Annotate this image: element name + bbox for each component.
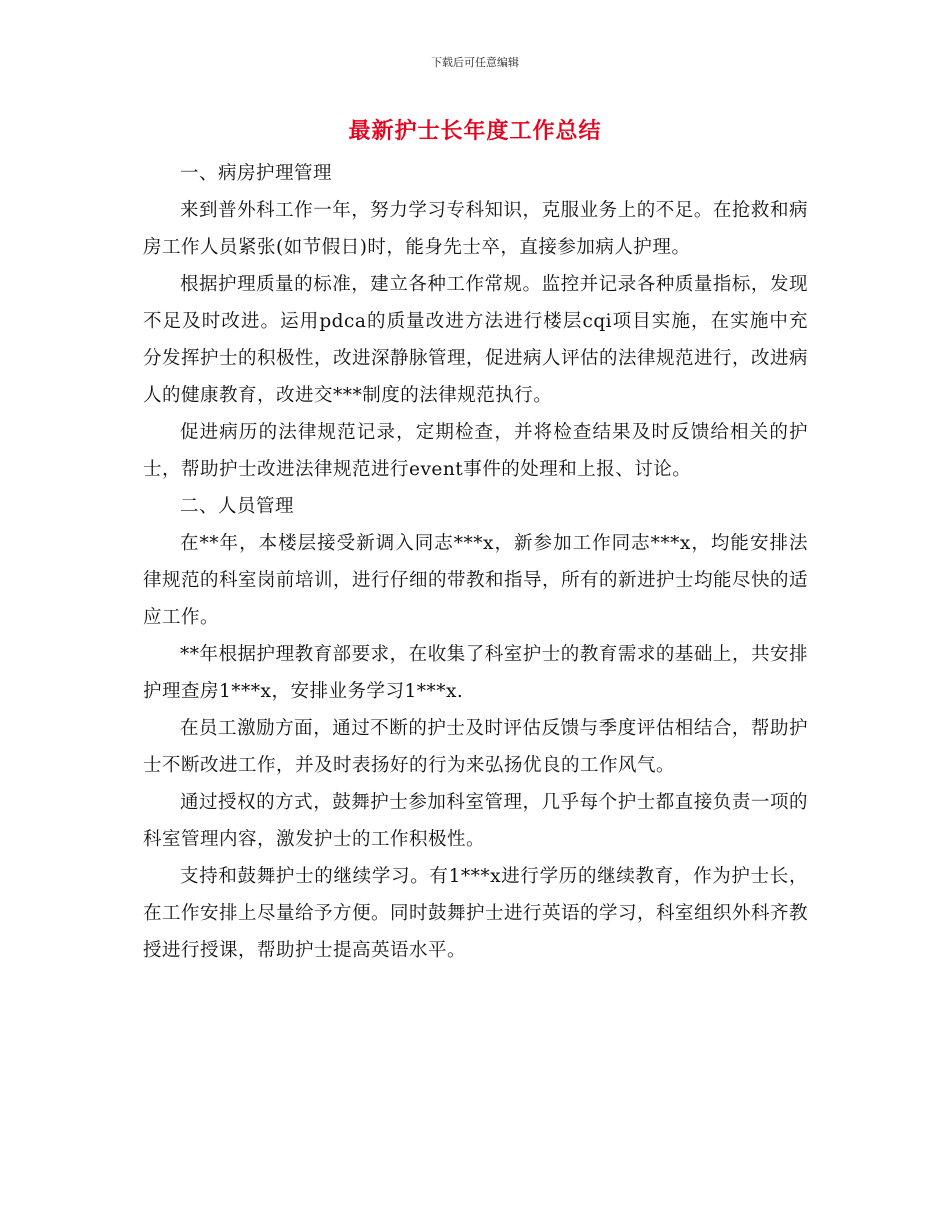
paragraph: 支持和鼓舞护士的继续学习。有1***x进行学历的继续教育，作为护士长，在工作安排上尽量给予方便。同时鼓舞护士进行英语的学习，科室组织外科齐教授进行授课，帮助护士提高英语水平。: [143, 866, 809, 961]
document-body: [143, 155, 808, 969]
paragraph: **年根据护理教育部要求，在收集了科室护士的教育需求的基础上，共安排护理查房1***x，安排业务学习1***x.: [143, 644, 808, 702]
paragraph: 在**年，本楼层接受新调入同志***x，新参加工作同志***x，均能安排法律规范的科室岗前培训，进行仔细的带教和指导，所有的新进护士均能尽快的适应工作。: [143, 533, 809, 628]
paragraph: 来到普外科工作一年，努力学习专科知识，克服业务上的不足。在抢救和病房工作人员紧张(如节假日)时，能身先士卒，直接参加病人护理。: [143, 200, 808, 258]
header-note: 下载后可任意编辑: [431, 56, 519, 69]
paragraph: 促进病历的法律规范记录，定期检查，并将检查结果及时反馈给相关的护士，帮助护士改进法律规范进行event事件的处理和上报、讨论。: [143, 422, 808, 480]
document-title: 最新护士长年度工作总结: [348, 119, 602, 144]
paragraph: 通过授权的方式，鼓舞护士参加科室管理，几乎每个护士都直接负责一项的科室管理内容，激发护士的工作积极性。: [143, 792, 808, 850]
section-heading-2: 二、人员管理: [180, 496, 295, 517]
paragraph: 根据护理质量的标准，建立各种工作常规。监控并记录各种质量指标，发现不足及时改进。运用pdca的质量改进方法进行楼层cqi项目实施，在实施中充分发挥护士的积极性，改进深静脉管理，促进病人评估的法律规范进行，改进病人的健康教育，改进交***制度的法律规范执行。: [143, 274, 809, 406]
paragraph: 在员工激励方面，通过不断的护士及时评估反馈与季度评估相结合，帮助护士不断改进工作，并及时表扬好的行为来弘扬优良的工作风气。: [143, 718, 808, 776]
section-heading-1: 一、病房护理管理: [180, 163, 333, 184]
